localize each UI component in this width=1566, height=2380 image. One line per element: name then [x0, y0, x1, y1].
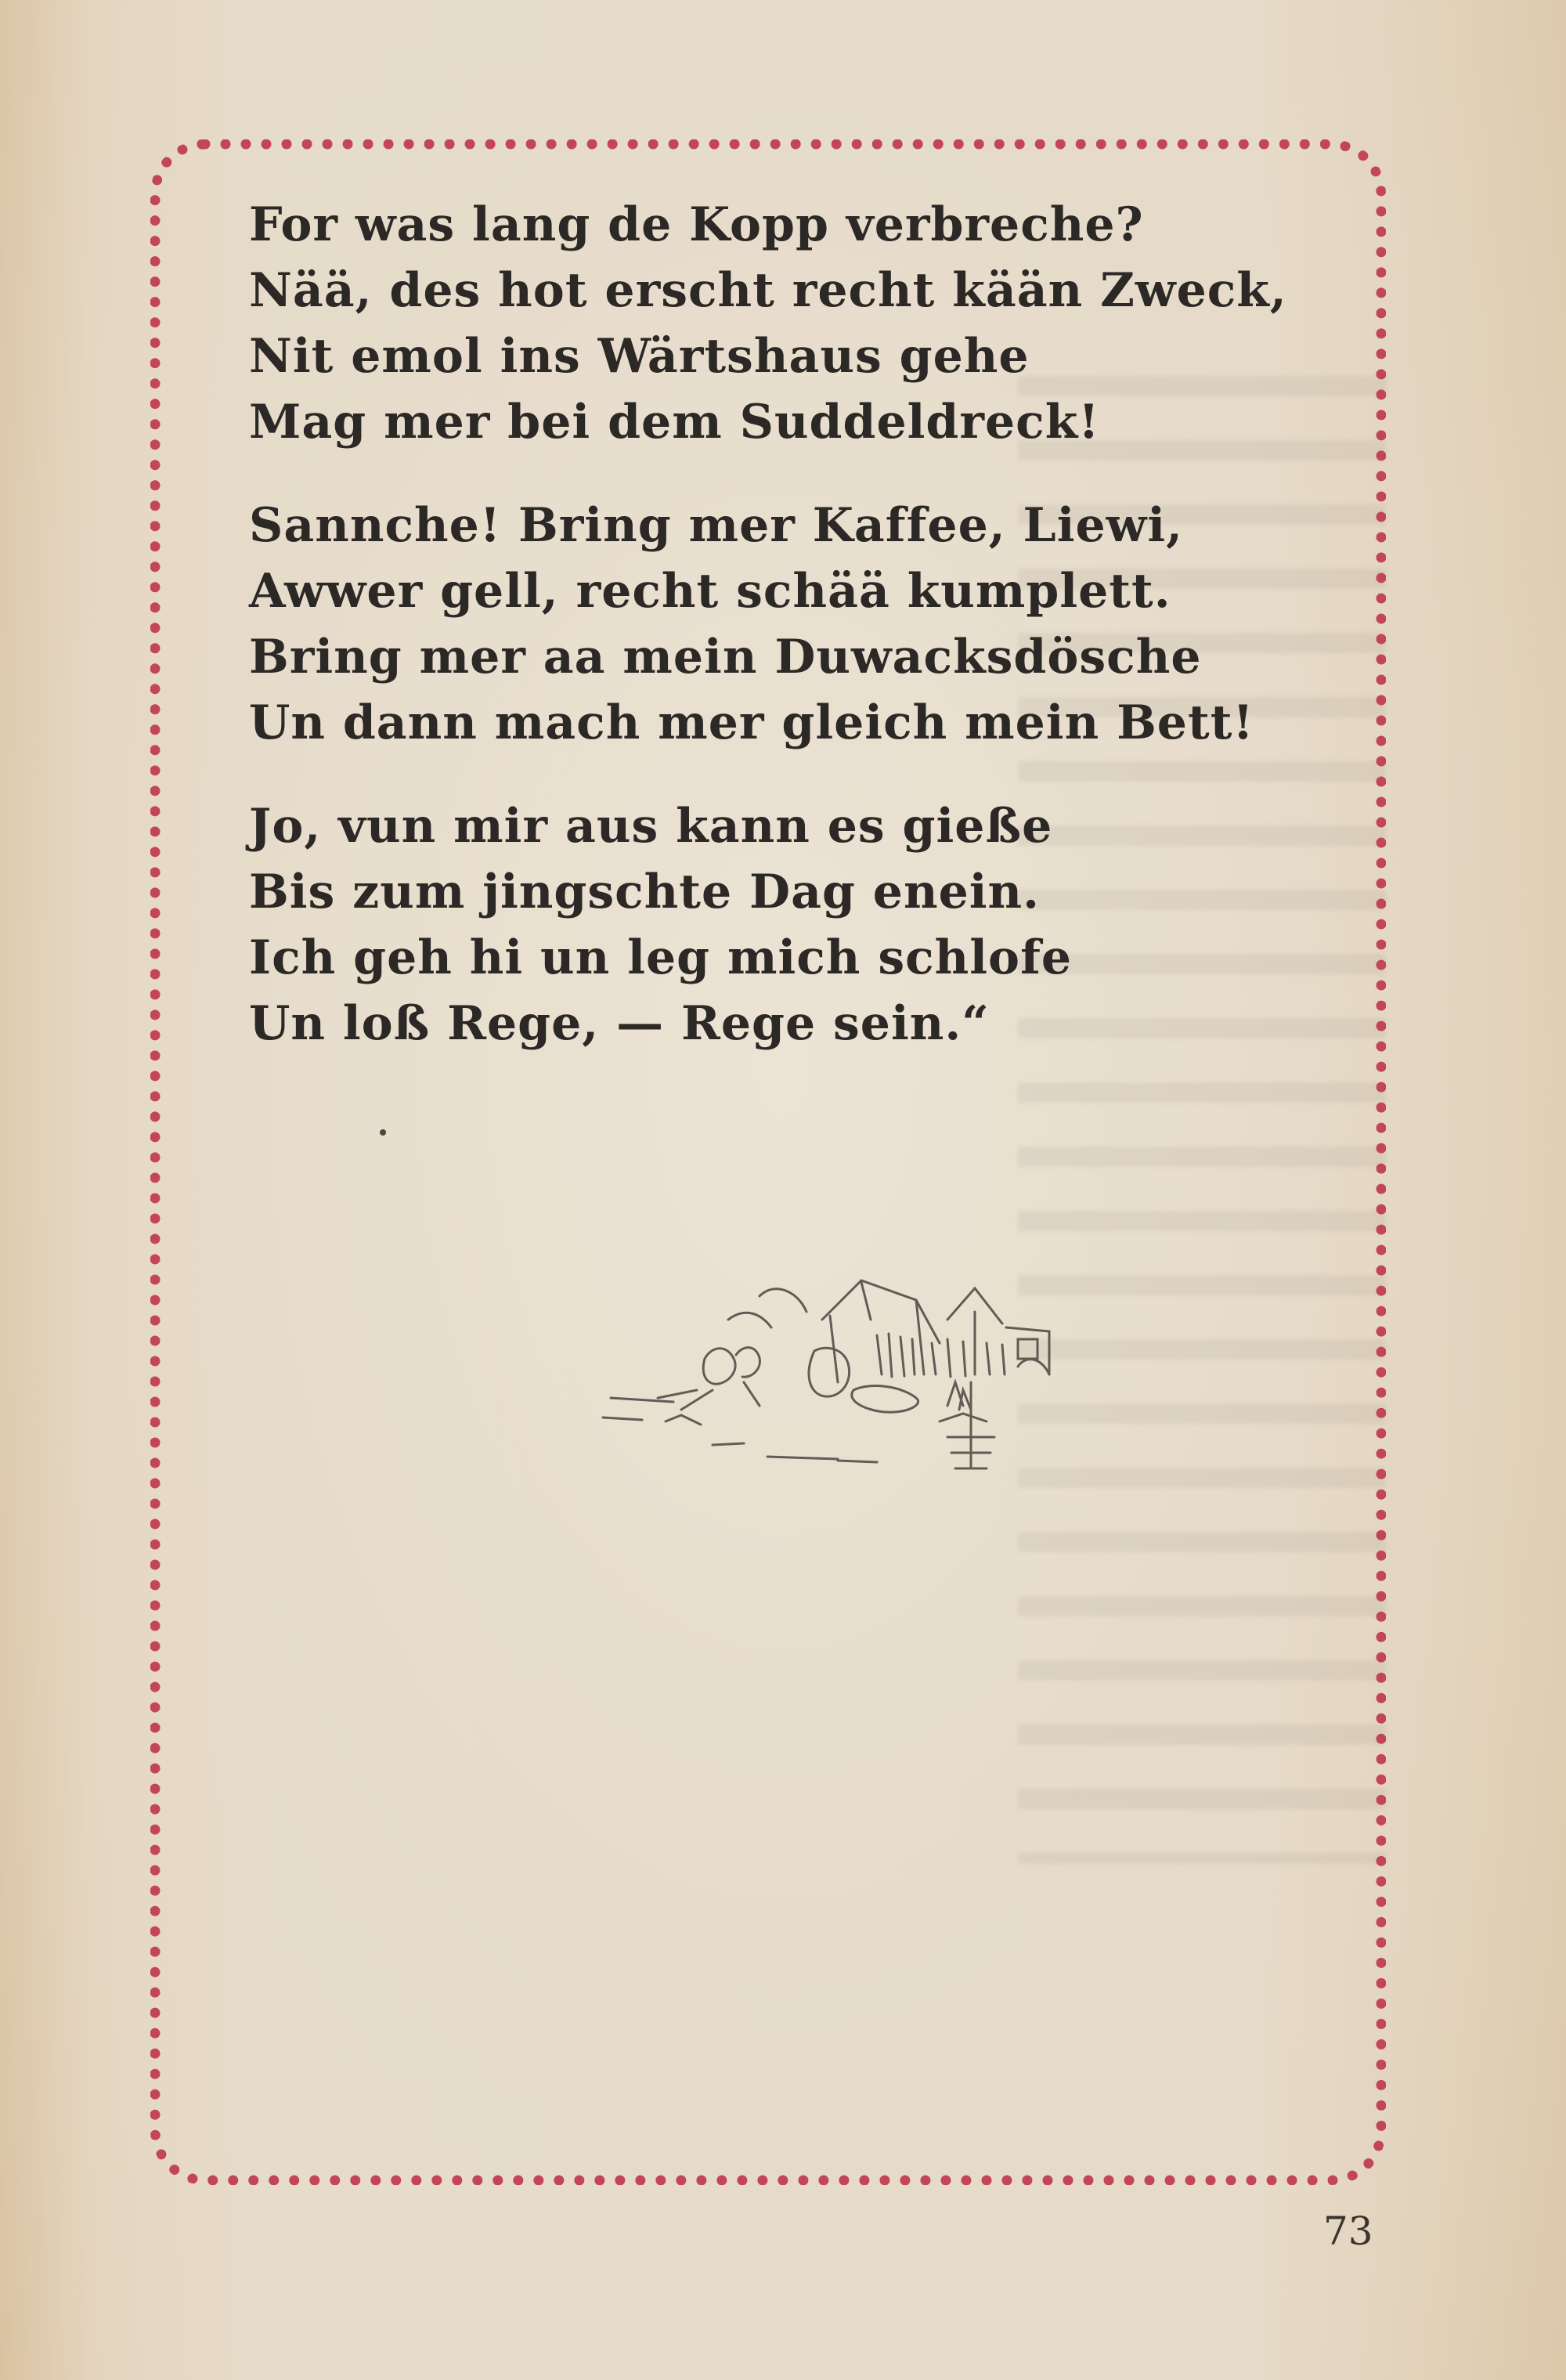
- poem-line: For was lang de Kopp verbreche?: [249, 197, 1144, 252]
- poem-line: Un dann mach mer gleich mein Bett!: [249, 695, 1254, 750]
- poem-line: Nit emol ins Wärtshaus gehe: [249, 329, 1030, 384]
- poem-line: Bis zum jingschte Dag enein.: [249, 865, 1041, 919]
- poem-line: Sannche! Bring mer Kaffee, Liewi,: [249, 498, 1184, 553]
- poem-line: Nää, des hot erscht recht kään Zweck,: [249, 263, 1287, 318]
- stanza-2: [249, 493, 1298, 756]
- poem-line: Mag mer bei dem Suddeldreck!: [249, 395, 1100, 450]
- village-sketch-icon: [579, 1265, 1065, 1484]
- poem-line: Ich geh hi un leg mich schlofe: [249, 930, 1073, 985]
- poem-line: Un loß Rege, — Rege sein.“: [249, 996, 990, 1051]
- poem: [249, 192, 1298, 1094]
- stanza-1: [249, 192, 1298, 455]
- ink-speck: [380, 1129, 386, 1136]
- poem-line: Awwer gell, recht schää kumplett.: [249, 564, 1171, 619]
- stanza-3: [249, 793, 1298, 1056]
- page-number: 73: [1323, 2208, 1373, 2254]
- poem-line: Bring mer aa mein Duwacksdösche: [249, 630, 1202, 684]
- poem-line: Jo, vun mir aus kann es gieße: [249, 799, 1053, 854]
